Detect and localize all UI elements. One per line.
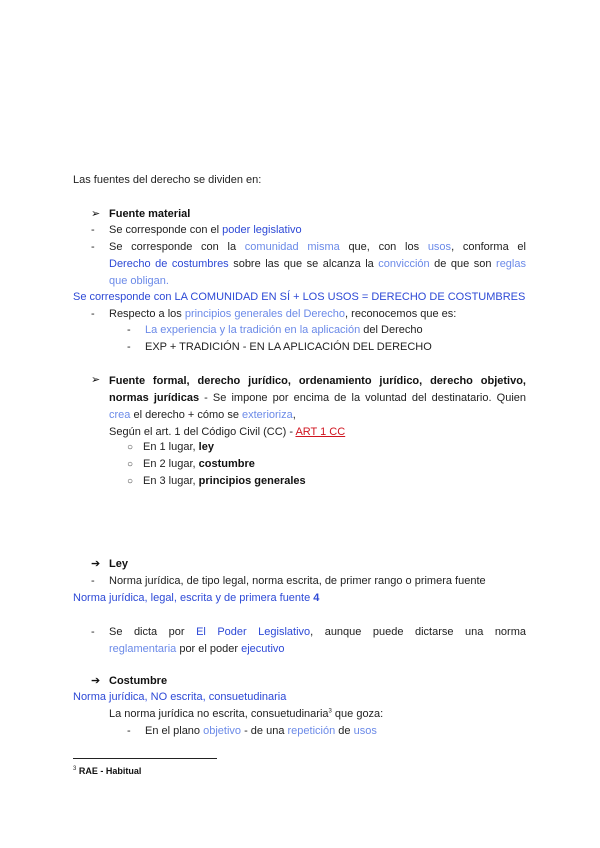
right-arrow-icon: ➔ xyxy=(91,675,101,687)
ley-bullet-1: - Norma jurídica, de tipo legal, norma escrita, de primer rango o primera fuente xyxy=(91,575,486,587)
circle-bullet-icon: ○ xyxy=(127,442,134,453)
fm-sub-2: - EXP + TRADICIÓN - EN LA APLICACIÓN DEL DERECHO xyxy=(127,341,432,353)
ff-bullet-icon-wrap xyxy=(91,373,109,387)
art-1-cc-link[interactable]: ART 1 CC xyxy=(295,426,346,438)
costumbre-line: La norma jurídica no escrita, consuetudinaria$^3$ que goza: xyxy=(109,708,384,720)
fm-sub-1: - La experiencia y la tradición en la aplicación del Derecho xyxy=(127,324,423,336)
dash-icon: - xyxy=(127,341,131,353)
dash-icon: - xyxy=(91,308,95,320)
ff-item-2: ○ En 2 lugar, costumbre xyxy=(127,458,255,470)
right-arrow-icon: ➔ xyxy=(91,558,101,570)
dash-icon: - xyxy=(127,725,131,737)
costumbre-summary: Norma jurídica, NO escrita, consuetudinaria xyxy=(73,691,287,703)
ff-item-1: ○ En 1 lugar, ley xyxy=(127,441,214,453)
fuente-formal-block: Fuente formal, derecho jurídico, ordenamiento jurídico, derecho objetivo, normas jurídicas - Se impone por encima de la voluntad del destinatario. Quien crea el derecho + cómo se exterioriza, Según el art. 1 del Código Civil (CC) - ART 1 CC xyxy=(109,375,526,438)
ley-bullet-2: Se dicta por El Poder Legislativo, aunque puede dictarse una norma reglamentaria por el poder ejecutivo xyxy=(109,626,526,655)
costumbre-sub: - En el plano objetivo - de una repetición de usos xyxy=(127,725,377,737)
footnote: $^3$ RAE - Habitual xyxy=(73,766,142,776)
dash-icon: - xyxy=(91,241,95,253)
circle-bullet-icon: ○ xyxy=(127,459,134,470)
arrow-bullet-icon: ➢ xyxy=(91,374,101,386)
dash-icon: - xyxy=(91,626,95,638)
fm-bullet-3: - Respecto a los principios generales del Derecho, reconocemos que es: xyxy=(91,308,457,320)
dash-icon: - xyxy=(91,224,95,236)
fuente-material-heading: ➢ Fuente material xyxy=(91,208,191,220)
fm-bullet-1: - Se corresponde con el poder legislativo xyxy=(91,224,302,236)
fm-summary: Se corresponde con LA COMUNIDAD EN SÍ + LOS USOS = DERECHO DE COSTUMBRES xyxy=(73,291,526,303)
ley-summary: Norma jurídica, legal, escrita y de primera fuente 4 xyxy=(73,592,320,604)
ff-item-3: ○ En 3 lugar, principios generales xyxy=(127,475,306,487)
arrow-bullet-icon: ➢ xyxy=(91,208,101,220)
dash-icon: - xyxy=(127,324,131,336)
circle-bullet-icon: ○ xyxy=(127,476,134,487)
fm-bullet-2-text: Se corresponde con la comunidad misma que, con los usos, conforma el Derecho de costumbres sobre las que se alcanza la convicción de que son reglas que obligan. xyxy=(109,241,526,287)
intro-text: Las fuentes del derecho se dividen en: xyxy=(73,174,262,186)
ley-heading: ➔ Ley xyxy=(91,558,128,570)
dash-icon: - xyxy=(91,575,95,587)
footnote-divider xyxy=(73,758,217,759)
costumbre-heading: ➔ Costumbre xyxy=(91,675,168,687)
